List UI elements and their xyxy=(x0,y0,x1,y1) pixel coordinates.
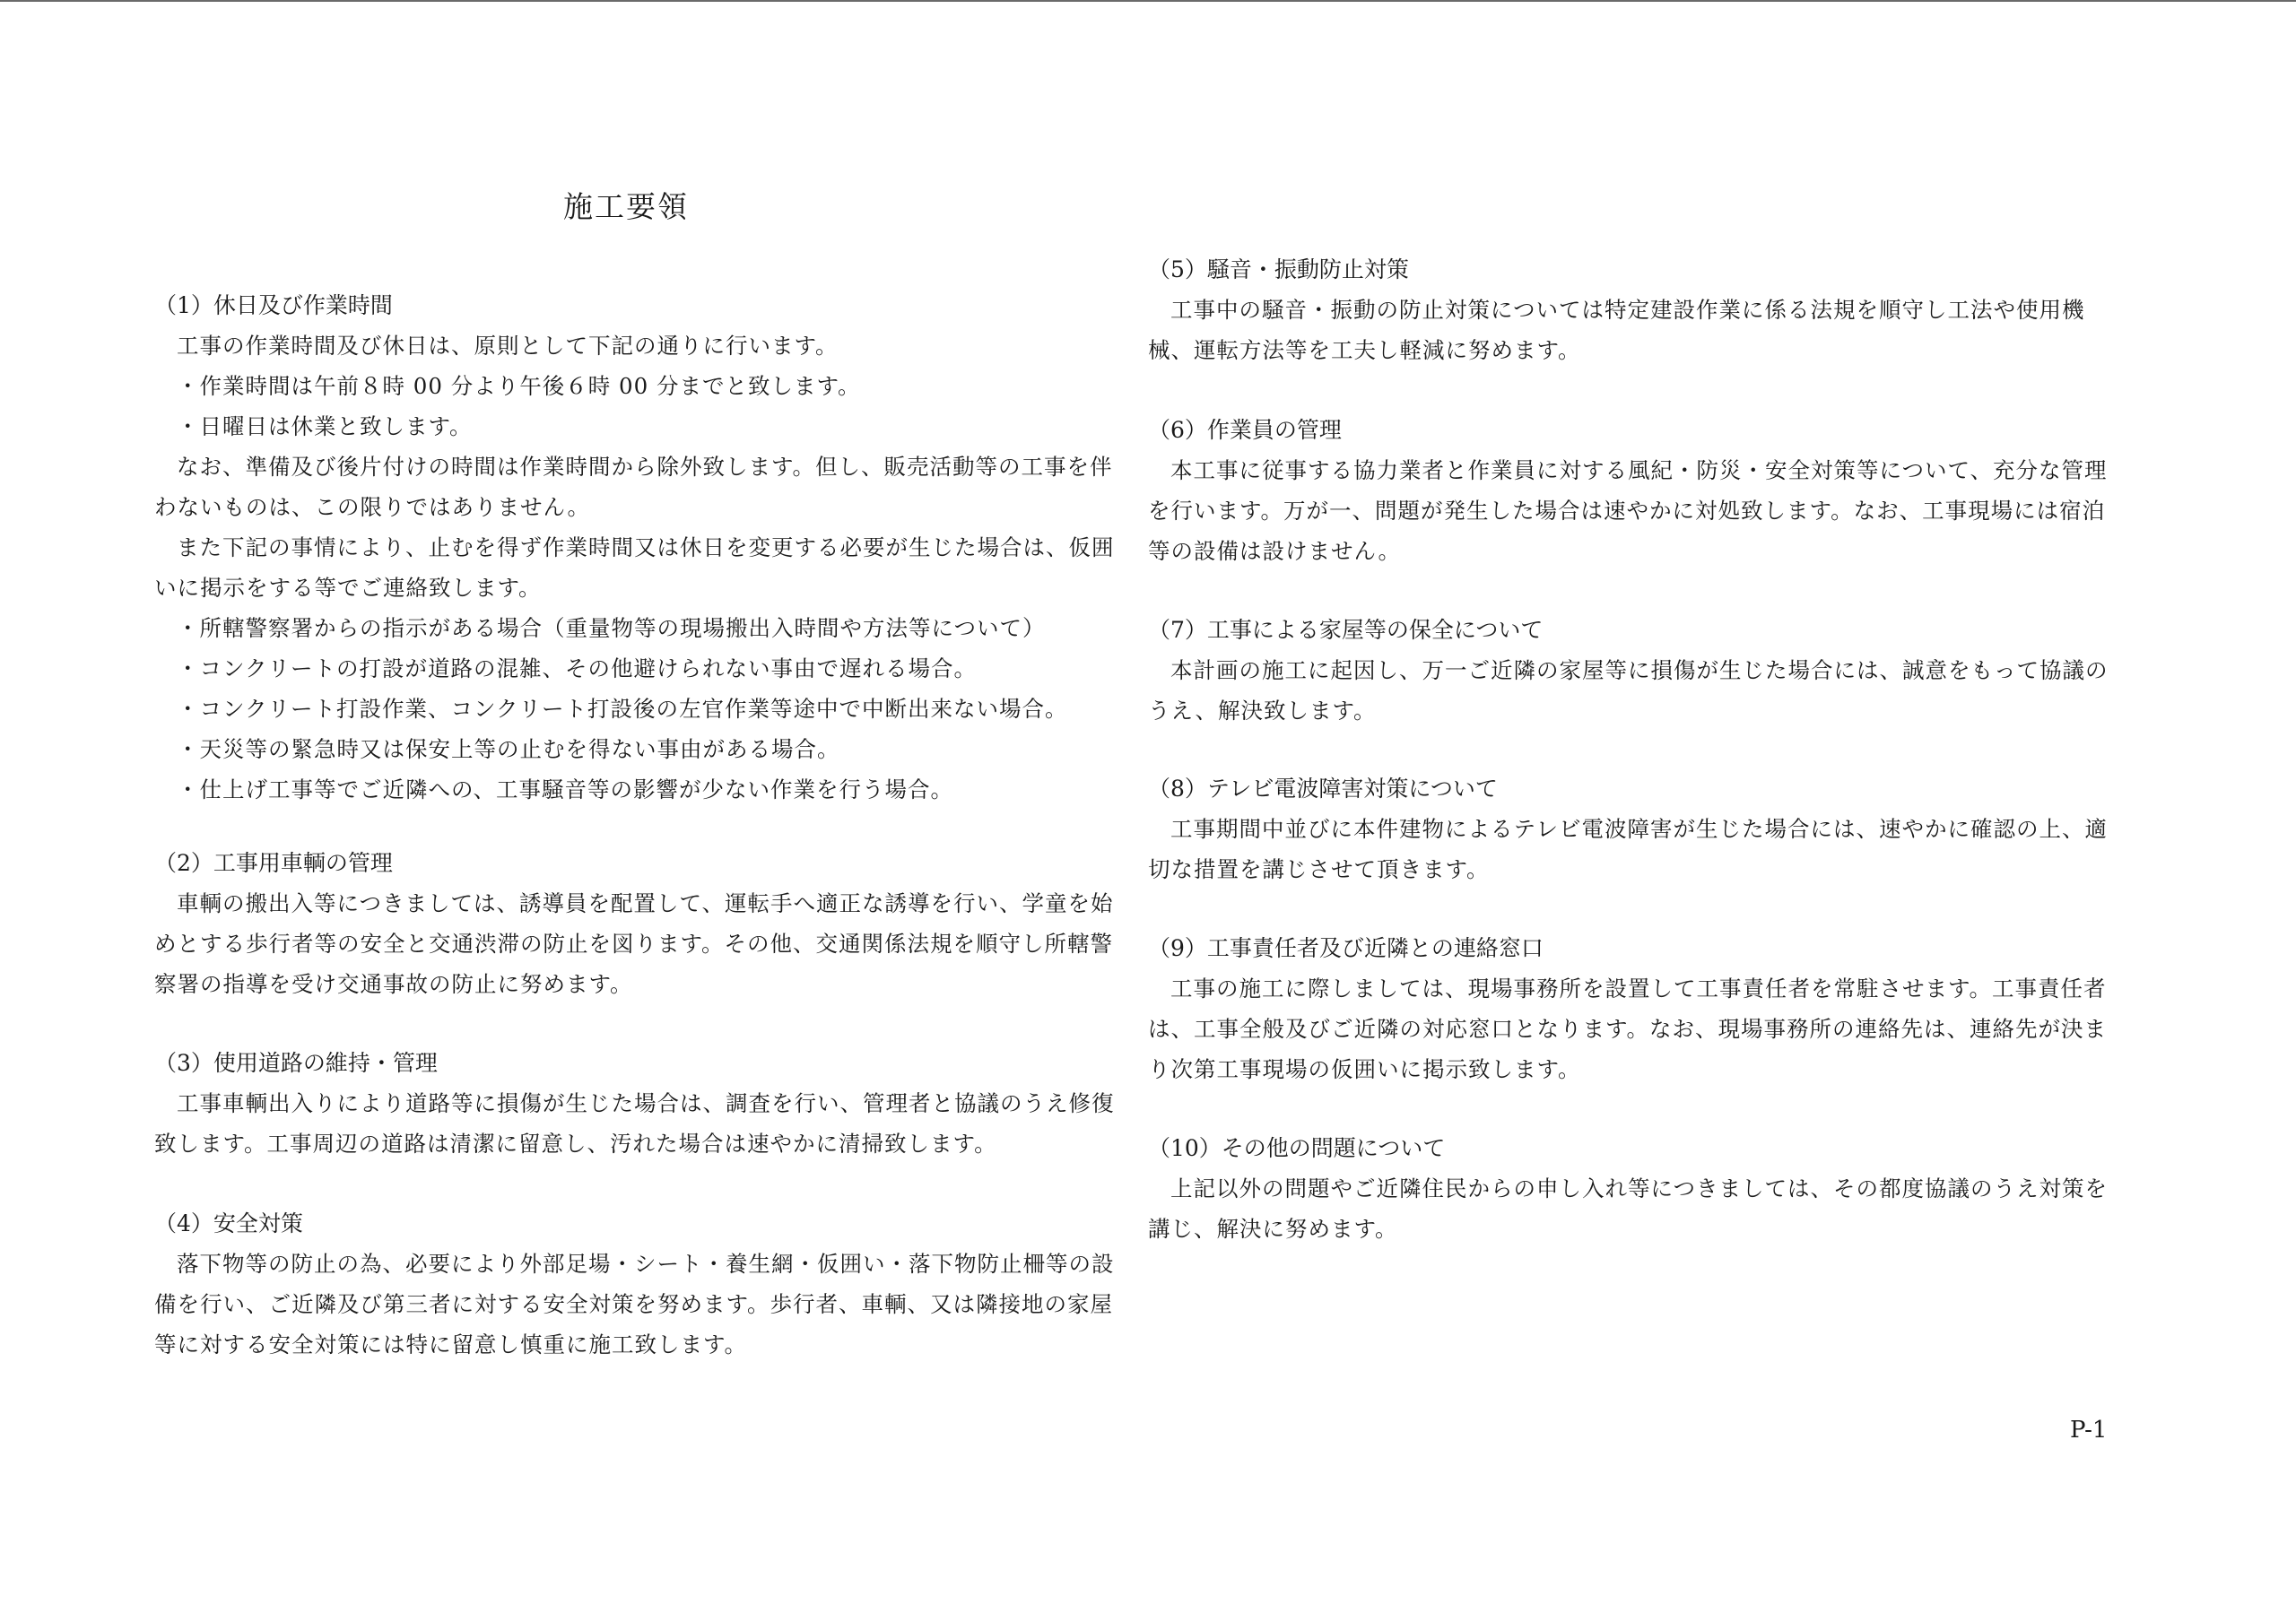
section-5-noise-vibration xyxy=(1148,249,2112,370)
section-heading: （5）騒音・振動防止対策 xyxy=(1148,256,1409,282)
section-9-contact-window xyxy=(1148,928,2112,1089)
section-paragraph: 工事の作業時間及び休日は、原則として下記の通りに行います。 xyxy=(177,333,839,359)
section-4-safety-measures xyxy=(154,1203,1118,1365)
section-paragraph: 上記以外の問題やご近隣住民からの申し入れ等につきましては、その都度協議のうえ対策を講じ、解決に努めます。 xyxy=(1148,1175,2109,1242)
section-paragraph: 工事期間中並びに本件建物によるテレビ電波障害が生じた場合には、速やかに確認の上、適切な措置を講じさせて頂きます。 xyxy=(1148,816,2109,882)
section-heading: （6）作業員の管理 xyxy=(1148,417,1342,443)
section-heading: （4）安全対策 xyxy=(154,1210,303,1236)
bullet-item: ・作業時間は午前８時 00 分より午後６時 00 分までと致します。 xyxy=(177,373,861,399)
section-paragraph: 工事車輌出入りにより道路等に損傷が生じた場合は、調査を行い、管理者と協議のうえ修復致します。工事周辺の道路は清潔に留意し、汚れた場合は速やかに清掃致します。 xyxy=(154,1090,1115,1157)
page-number: P-1 xyxy=(2070,1417,2108,1444)
scan-top-border xyxy=(0,0,2296,2)
section-heading: （2）工事用車輌の管理 xyxy=(154,850,393,876)
bullet-item: ・所轄警察署からの指示がある場合（重量物等の現場搬出入時間や方法等について） xyxy=(177,615,1046,641)
section-heading: （7）工事による家屋等の保全について xyxy=(1148,617,1544,643)
section-paragraph: 本計画の施工に起因し、万一ご近隣の家屋等に損傷が生じた場合には、誠意をもって協議のうえ、解決致します。 xyxy=(1148,657,2109,724)
section-7-house-preservation xyxy=(1148,610,2112,731)
document-title: 施工要領 xyxy=(563,189,689,224)
section-paragraph: 車輌の搬出入等につきましては、誘導員を配置して、運転手へ適正な誘導を行い、学童を始めとする歩行者等の安全と交通渋滞の防止を図ります。その他、交通関係法規を順守し所轄警察署の指導を受け交通事故の防止に努めます。 xyxy=(154,890,1114,997)
bullet-item: ・日曜日は休業と致します。 xyxy=(177,413,473,439)
section-1-work-hours xyxy=(154,285,1118,810)
section-heading: （10）その他の問題について xyxy=(1148,1135,1446,1161)
bullet-item: ・コンクリートの打設が道路の混雑、その他避けられない事由で遅れる場合。 xyxy=(177,655,978,681)
section-heading: （9）工事責任者及び近隣との連絡窓口 xyxy=(1148,935,1544,961)
section-paragraph: 落下物等の防止の為、必要により外部足場・シート・養生網・仮囲い・落下物防止柵等の設備を行い、ご近隣及び第三者に対する安全対策を努めます。歩行者、車輌、又は隣接地の家屋等に対する安全対策には特に留意し慎重に施工致します。 xyxy=(154,1251,1115,1357)
section-paragraph: また下記の事情により、止むを得ず作業時間又は休日を変更する必要が生じた場合は、仮囲いに掲示をする等でご連絡致します。 xyxy=(154,534,1115,601)
section-3-road-maintenance xyxy=(154,1043,1118,1164)
section-paragraph: なお、準備及び後片付けの時間は作業時間から除外致します。但し、販売活動等の工事を伴わないものは、この限りではありません。 xyxy=(154,454,1113,520)
section-heading: （1）休日及び作業時間 xyxy=(154,292,393,318)
section-paragraph: 本工事に従事する協力業者と作業員に対する風紀・防災・安全対策等について、充分な管理を行います。万が一、問題が発生した場合は速やかに対処致します。なお、工事現場には宿泊等の設備は設けません。 xyxy=(1148,457,2108,564)
bullet-item: ・コンクリート打設作業、コンクリート打設後の左官作業等途中で中断出来ない場合。 xyxy=(177,696,1068,722)
section-8-tv-interference xyxy=(1148,768,2112,889)
section-heading: （8）テレビ電波障害対策について xyxy=(1148,776,1498,802)
section-paragraph: 工事中の騒音・振動の防止対策については特定建設作業に係る法規を順守し工法や使用機械、運転方法等を工夫し軽減に努めます。 xyxy=(1148,297,2085,363)
section-10-other-issues xyxy=(1148,1128,2112,1249)
section-2-vehicle-management xyxy=(154,843,1118,1004)
section-6-worker-management xyxy=(1148,410,2112,571)
bullet-item: ・仕上げ工事等でご近隣への、工事騒音等の影響が少ない作業を行う場合。 xyxy=(177,776,954,802)
section-paragraph: 工事の施工に際しましては、現場事務所を設置して工事責任者を常駐させます。工事責任者は、工事全般及びご近隣の対応窓口となります。なお、現場事務所の連絡先は、連絡先が決まり次第工事現場の仮囲いに掲示致します。 xyxy=(1148,976,2108,1082)
section-heading: （3）使用道路の維持・管理 xyxy=(154,1050,438,1076)
bullet-item: ・天災等の緊急時又は保安上等の止むを得ない事由がある場合。 xyxy=(177,736,840,762)
